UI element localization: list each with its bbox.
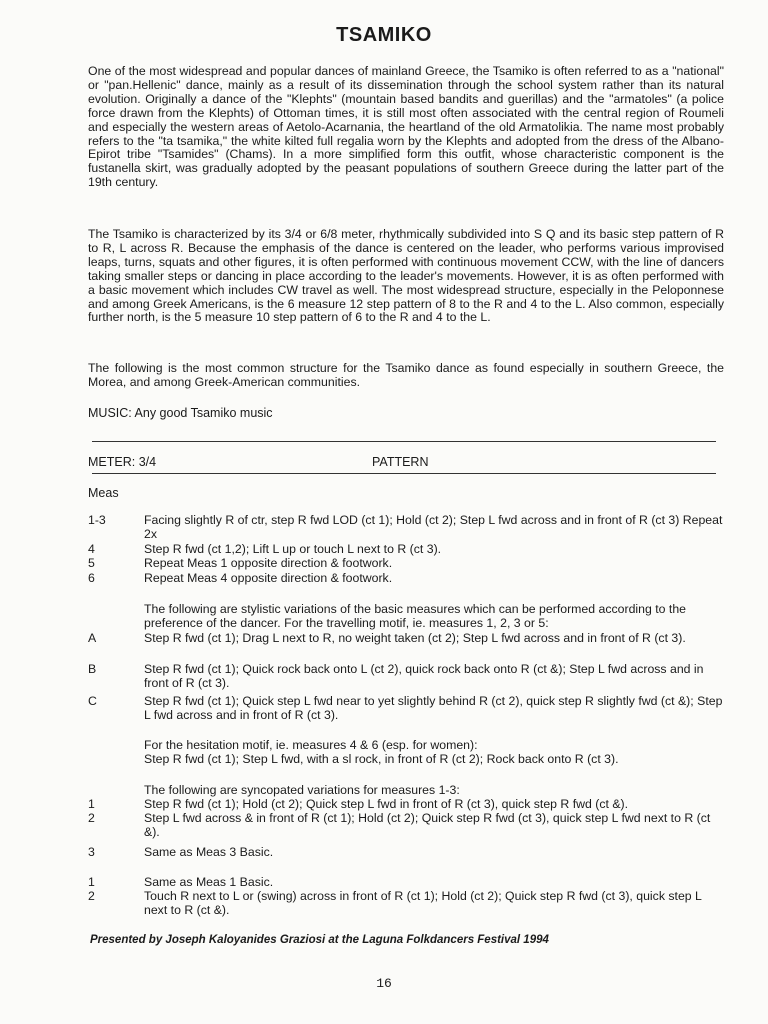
stylistic-intro: The following are stylistic variations of the basic measures which can be performed according to the preference of the dancer. For the travelling motif, ie. measures 1, 2, 3 or 5: (144, 602, 687, 630)
step-label: B (88, 662, 97, 676)
divider-top (92, 441, 716, 442)
step-text: Touch R next to L or (swing) across in front of R (ct 1); Hold (ct 2); Quick step R fwd (ct 3), quick step L next to R (ct &). (144, 889, 702, 917)
step-label: 5 (88, 556, 95, 570)
step-label: 1 (88, 797, 95, 811)
step-label: C (88, 694, 97, 708)
intro-paragraph-2: The Tsamiko is characterized by its 3/4 or 6/8 meter, rhythmically subdivided into S Q and its basic step pattern of R to R, L across R. Because the emphasis of the dance is centered on the leader, who performs various improvised leaps, turns, squats and other figures, it is often performed with continuous movement CCW, with the line of dancers taking smaller steps or dancing in place according to the leader's movements. However, it is as often performed with a basic movement which includes CW travel as well. The most widespread structure, especially in the Peloponnese and among Greek Americans, is the 6 measure 12 step pattern of 8 to the R and 4 to the L. Also common, especially further north, is the 5 measure 10 step pattern of 6 to the R and 4 to the L. (88, 227, 724, 325)
step-text: Step L fwd across & in front of R (ct 1); Hold (ct 2); Quick step R fwd (ct 3), quick step L fwd next to R (ct &). (144, 811, 711, 839)
hesitation-step: Step R fwd (ct 1); Step L fwd, with a sl rock, in front of R (ct 2); Rock back onto R (ct 3). (144, 752, 619, 766)
intro-paragraph-3: The following is the most common structure for the Tsamiko dance as found especially in southern Greece, the Morea, and among Greek-American communities. (88, 361, 724, 389)
step-text: Step R fwd (ct 1); Drag L next to R, no weight taken (ct 2); Step L fwd across and in front of R (ct 3). (144, 631, 686, 645)
step-label: 2 (88, 811, 95, 825)
step-label: 2 (88, 889, 95, 903)
step-label: 4 (88, 542, 95, 556)
divider-bottom (92, 473, 716, 474)
step-text: Repeat Meas 4 opposite direction & footwork. (144, 571, 393, 585)
step-label: 1 (88, 875, 95, 889)
page-title: TSAMIKO (336, 24, 432, 46)
step-text: Facing slightly R of ctr, step R fwd LOD (ct 1); Hold (ct 2); Step L fwd across and in front of R (ct 3) Repeat 2x (144, 513, 723, 541)
meter-label: METER: 3/4 (88, 455, 157, 469)
step-label: 6 (88, 571, 95, 585)
meas-header: Meas (88, 486, 119, 500)
music-line: MUSIC: Any good Tsamiko music (88, 406, 273, 420)
presenter-credit: Presented by Joseph Kaloyanides Graziosi at the Laguna Folkdancers Festival 1994 (90, 934, 549, 946)
step-label: A (88, 631, 97, 645)
step-text: Same as Meas 1 Basic. (144, 875, 274, 889)
step-text: Repeat Meas 1 opposite direction & footwork. (144, 556, 393, 570)
hesitation-intro: For the hesitation motif, ie. measures 4 & 6 (esp. for women): (144, 738, 478, 752)
step-text: Step R fwd (ct 1); Hold (ct 2); Quick step L fwd in front of R (ct 3), quick step R fwd (ct &). (144, 797, 629, 811)
syncopated-intro: The following are syncopated variations for measures 1-3: (144, 783, 460, 797)
step-label: 3 (88, 845, 95, 859)
pattern-header: PATTERN (372, 455, 429, 469)
step-text: Step R fwd (ct 1,2); Lift L up or touch L next to R (ct 3). (144, 542, 442, 556)
step-text: Same as Meas 3 Basic. (144, 845, 274, 859)
intro-paragraph-1: One of the most widespread and popular dances of mainland Greece, the Tsamiko is often referred to as a "national" or "pan.Hellenic" dance, mainly as a result of its dissemination through the school system rather than its natural evolution. Originally a dance of the "Klephts" (mountain based bandits and guerillas) and the "armatoles" (a police force drawn from the Klephts) of Ottoman times, it is still most often associated with the central region of Roumeli and especially the western areas of Aetolo-Acarnania, the heartland of the old Armatolikia. The name most probably refers to the "ta tsamika," the white kilted full regalia worn by the Klephts and adopted from the dress of the Albano-Epirot tribe "Tsamides" (Chams). In a more simplified form this outfit, whose characteristic component is the fustanella skirt, was gradually adopted by the peasant populations of southern Greece during the latter part of the 19th century. (88, 64, 724, 190)
page-number: 16 (376, 976, 392, 991)
step-text: Step R fwd (ct 1); Quick step L fwd near to yet slightly behind R (ct 2), quick step R slightly fwd (ct &); Step L fwd across and in front of R (ct 3). (144, 694, 723, 722)
step-text: Step R fwd (ct 1); Quick rock back onto L (ct 2), quick rock back onto R (ct &); Step L fwd across and in front of R (ct 3). (144, 662, 704, 690)
step-label: 1-3 (88, 513, 106, 527)
